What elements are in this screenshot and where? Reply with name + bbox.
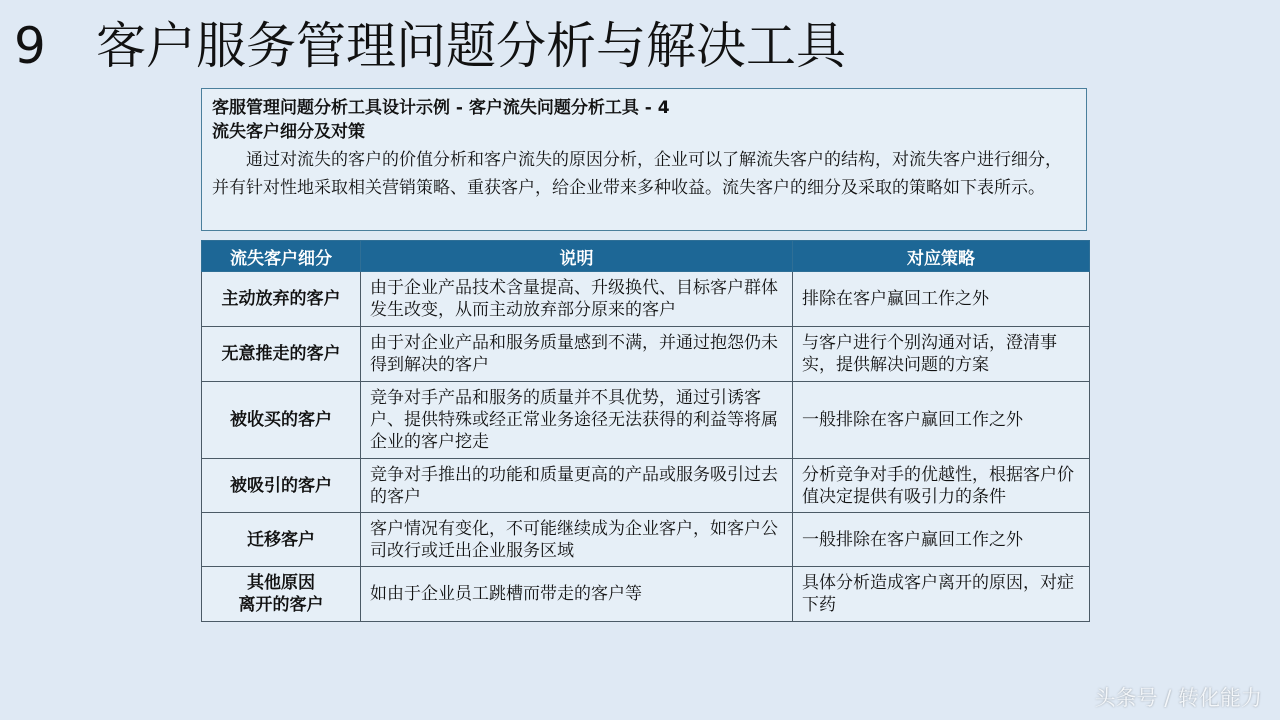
intro-box	[201, 88, 1087, 231]
strategy-cell: 具体分析造成客户离开的原因，对症下药	[793, 567, 1090, 622]
strategy-cell: 一般排除在客户赢回工作之外	[793, 382, 1090, 459]
segment-line1: 其他原因	[247, 573, 315, 593]
intro-paragraph: 通过对流失的客户的价值分析和客户流失的原因分析，企业可以了解流失客户的结构，对流失客户进行细分，并有针对性地采取相关营销策略、重获客户，给企业带来多种收益。流失客户的细分及采取的策略如下表所示。	[212, 150, 1062, 198]
table-row	[202, 567, 1090, 622]
segment-cell: 迁移客户	[202, 513, 361, 567]
slide-title-text: 客户服务管理问题分析与解决工具	[96, 17, 846, 75]
segment-cell	[202, 567, 361, 622]
segment-cell: 无意推走的客户	[202, 327, 361, 382]
description-cell: 客户情况有变化，不可能继续成为企业客户，如客户公司改行或迁出企业服务区域	[361, 513, 793, 567]
segment-cell: 被收买的客户	[202, 382, 361, 459]
churn-segment-table	[201, 240, 1090, 622]
intro-heading-line2: 流失客户细分及对策	[212, 122, 365, 142]
header-strategy: 对应策略	[793, 241, 1090, 272]
description-cell: 竞争对手推出的功能和质量更高的产品或服务吸引过去的客户	[361, 459, 793, 513]
description-cell: 如由于企业员工跳槽而带走的客户等	[361, 567, 793, 622]
table-row	[202, 513, 1090, 567]
table-header-row	[202, 241, 1090, 272]
intro-heading-line1: 客服管理问题分析工具设计示例 - 客户流失问题分析工具 - 4	[212, 98, 670, 118]
watermark: 头条号 / 转化能力	[1094, 686, 1262, 710]
segment-cell: 被吸引的客户	[202, 459, 361, 513]
description-cell: 由于企业产品技术含量提高、升级换代、目标客户群体发生改变，从而主动放弃部分原来的客户	[361, 272, 793, 327]
description-cell: 竞争对手产品和服务的质量并不具优势，通过引诱客户、提供特殊或经正常业务途径无法获得的利益等将属企业的客户挖走	[361, 382, 793, 459]
strategy-cell: 一般排除在客户赢回工作之外	[793, 513, 1090, 567]
table-row	[202, 327, 1090, 382]
slide-title	[14, 14, 846, 78]
table-row	[202, 459, 1090, 513]
table-row	[202, 272, 1090, 327]
table-row	[202, 382, 1090, 459]
header-description: 说明	[361, 241, 793, 272]
strategy-cell: 与客户进行个别沟通对话，澄清事实，提供解决问题的方案	[793, 327, 1090, 382]
strategy-cell: 排除在客户赢回工作之外	[793, 272, 1090, 327]
segment-line2: 离开的客户	[238, 595, 324, 615]
description-cell: 由于对企业产品和服务质量感到不满，并通过抱怨仍未得到解决的客户	[361, 327, 793, 382]
slide-number: 9	[14, 17, 46, 75]
strategy-cell: 分析竞争对手的优越性，根据客户价值决定提供有吸引力的条件	[793, 459, 1090, 513]
segment-cell: 主动放弃的客户	[202, 272, 361, 327]
header-segment: 流失客户细分	[202, 241, 361, 272]
